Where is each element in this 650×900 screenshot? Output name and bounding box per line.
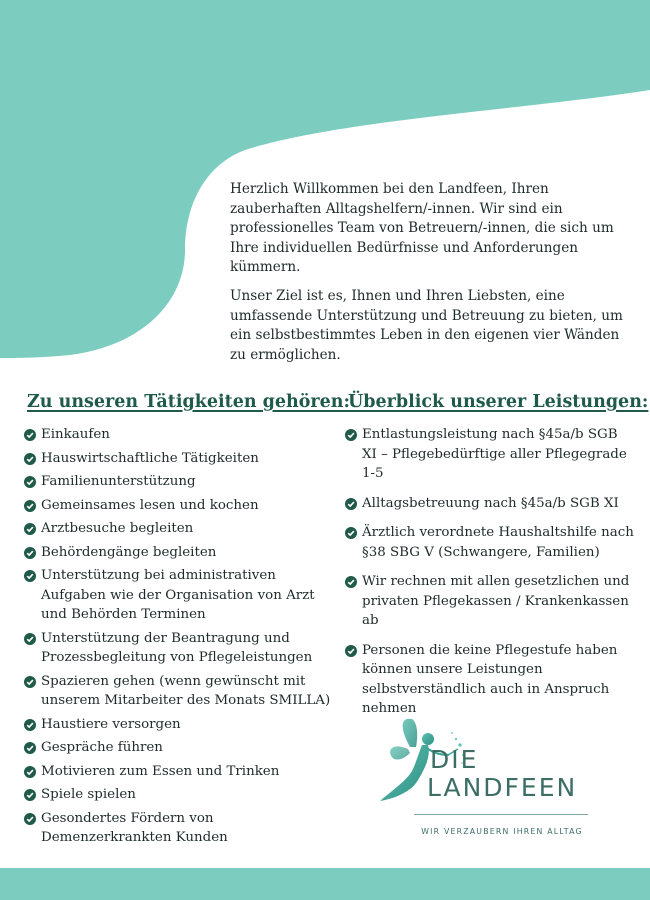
list-item	[24, 785, 339, 805]
check-circle-icon	[24, 500, 36, 512]
services-title: Überblick unserer Leistungen:	[348, 392, 649, 412]
check-circle-icon	[24, 719, 36, 731]
check-circle-icon	[345, 645, 357, 657]
list-item	[24, 762, 339, 782]
list-item-text: Gespräche führen	[41, 740, 163, 755]
list-item	[24, 738, 339, 758]
list-item-text: Motivieren zum Essen und Trinken	[41, 763, 280, 779]
check-circle-icon	[24, 742, 36, 754]
list-item	[24, 672, 339, 711]
list-item-text: Einkaufen	[41, 427, 110, 442]
list-item	[24, 519, 339, 539]
intro-text	[230, 180, 630, 374]
list-item-text: Ärztlich verordnete Haushaltshilfe nach §38 SBG V (Schwangere, Familien)	[362, 525, 634, 560]
check-circle-icon	[24, 676, 36, 688]
check-circle-icon	[24, 570, 36, 582]
check-circle-icon	[24, 476, 36, 488]
list-item-text: Behördengänge begleiten	[41, 544, 217, 560]
services-list	[345, 425, 635, 729]
landfeen-logo	[372, 715, 592, 845]
check-circle-icon	[345, 527, 357, 539]
list-item-text: Familienunterstützung	[41, 474, 196, 489]
intro-paragraph-1: Herzlich Willkommen bei den Landfeen, Ihren zauberhaften Alltagshelfern/-innen. Wir sind ein professionelles Team von Betreuern/-innen, die sich um Ihre individuellen Bedürfnisse und Anforderungen kümmern.	[230, 181, 614, 276]
list-item-text: Unterstützung der Beantragung und Prozessbegleitung von Pflegeleistungen	[41, 630, 313, 665]
list-item-text: Unterstützung bei administrativen Aufgaben wie der Organisation von Arzt und Behörden Terminen	[41, 568, 315, 622]
check-circle-icon	[24, 453, 36, 465]
list-item	[345, 641, 635, 719]
check-circle-icon	[24, 633, 36, 645]
check-circle-icon	[24, 429, 36, 441]
list-item	[345, 523, 635, 562]
teal-footer-bar	[0, 868, 650, 900]
list-item-text: Gemeinsames lesen und kochen	[41, 497, 259, 513]
list-item	[345, 425, 635, 484]
list-item	[24, 566, 339, 625]
logo-line-1: DIE	[430, 745, 479, 774]
list-item-text: Arztbesuche begleiten	[41, 521, 194, 536]
list-item-text: Alltagsbetreuung nach §45a/b SGB XI	[362, 495, 619, 511]
logo-line-2: LANDFEEN	[427, 773, 578, 802]
list-item-text: Spiele spielen	[41, 787, 136, 802]
check-circle-icon	[24, 547, 36, 559]
list-item	[24, 472, 339, 492]
check-circle-icon	[24, 789, 36, 801]
intro-paragraph-2: Unser Ziel ist es, Ihnen und Ihren Liebsten, eine umfassende Unterstützung und Betreuung zu bieten, um ein selbstbestimmtes Leben in den eigenen vier Wänden zu ermöglichen.	[230, 287, 623, 363]
list-item	[24, 809, 339, 848]
list-item-text: Hauswirtschaftliche Tätigkeiten	[41, 450, 259, 466]
list-item-text: Entlastungsleistung nach §45a/b SGB XI – Pflegebedürftige aller Pflegegrade 1-5	[362, 427, 627, 481]
list-item	[24, 496, 339, 516]
list-item	[24, 715, 339, 735]
logo-divider	[414, 814, 588, 815]
list-item	[345, 572, 635, 631]
check-circle-icon	[24, 523, 36, 535]
list-item-text: Haustiere versorgen	[41, 716, 181, 732]
check-circle-icon	[24, 813, 36, 825]
list-item	[24, 629, 339, 668]
list-item	[24, 449, 339, 469]
check-circle-icon	[345, 429, 357, 441]
check-circle-icon	[345, 576, 357, 588]
list-item	[24, 425, 339, 445]
activities-list	[24, 425, 339, 852]
list-item-text: Wir rechnen mit allen gesetzlichen und privaten Pflegekassen / Krankenkassen ab	[362, 574, 630, 628]
check-circle-icon	[24, 766, 36, 778]
list-item	[345, 494, 635, 514]
list-item-text: Personen die keine Pflegestufe haben können unsere Leistungen selbstverständlich auch in Anspruch nehmen	[362, 642, 618, 716]
logo-tagline: WIR VERZAUBERN IHREN ALLTAG	[421, 827, 583, 836]
check-circle-icon	[345, 498, 357, 510]
list-item-text: Spazieren gehen (wenn gewünscht mit unserem Mitarbeiter des Monats SMILLA)	[41, 673, 331, 708]
activities-title: Zu unseren Tätigkeiten gehören:	[27, 392, 350, 412]
list-item	[24, 543, 339, 563]
list-item-text: Gesondertes Fördern von Demenzerkrankten Kunden	[41, 810, 228, 845]
